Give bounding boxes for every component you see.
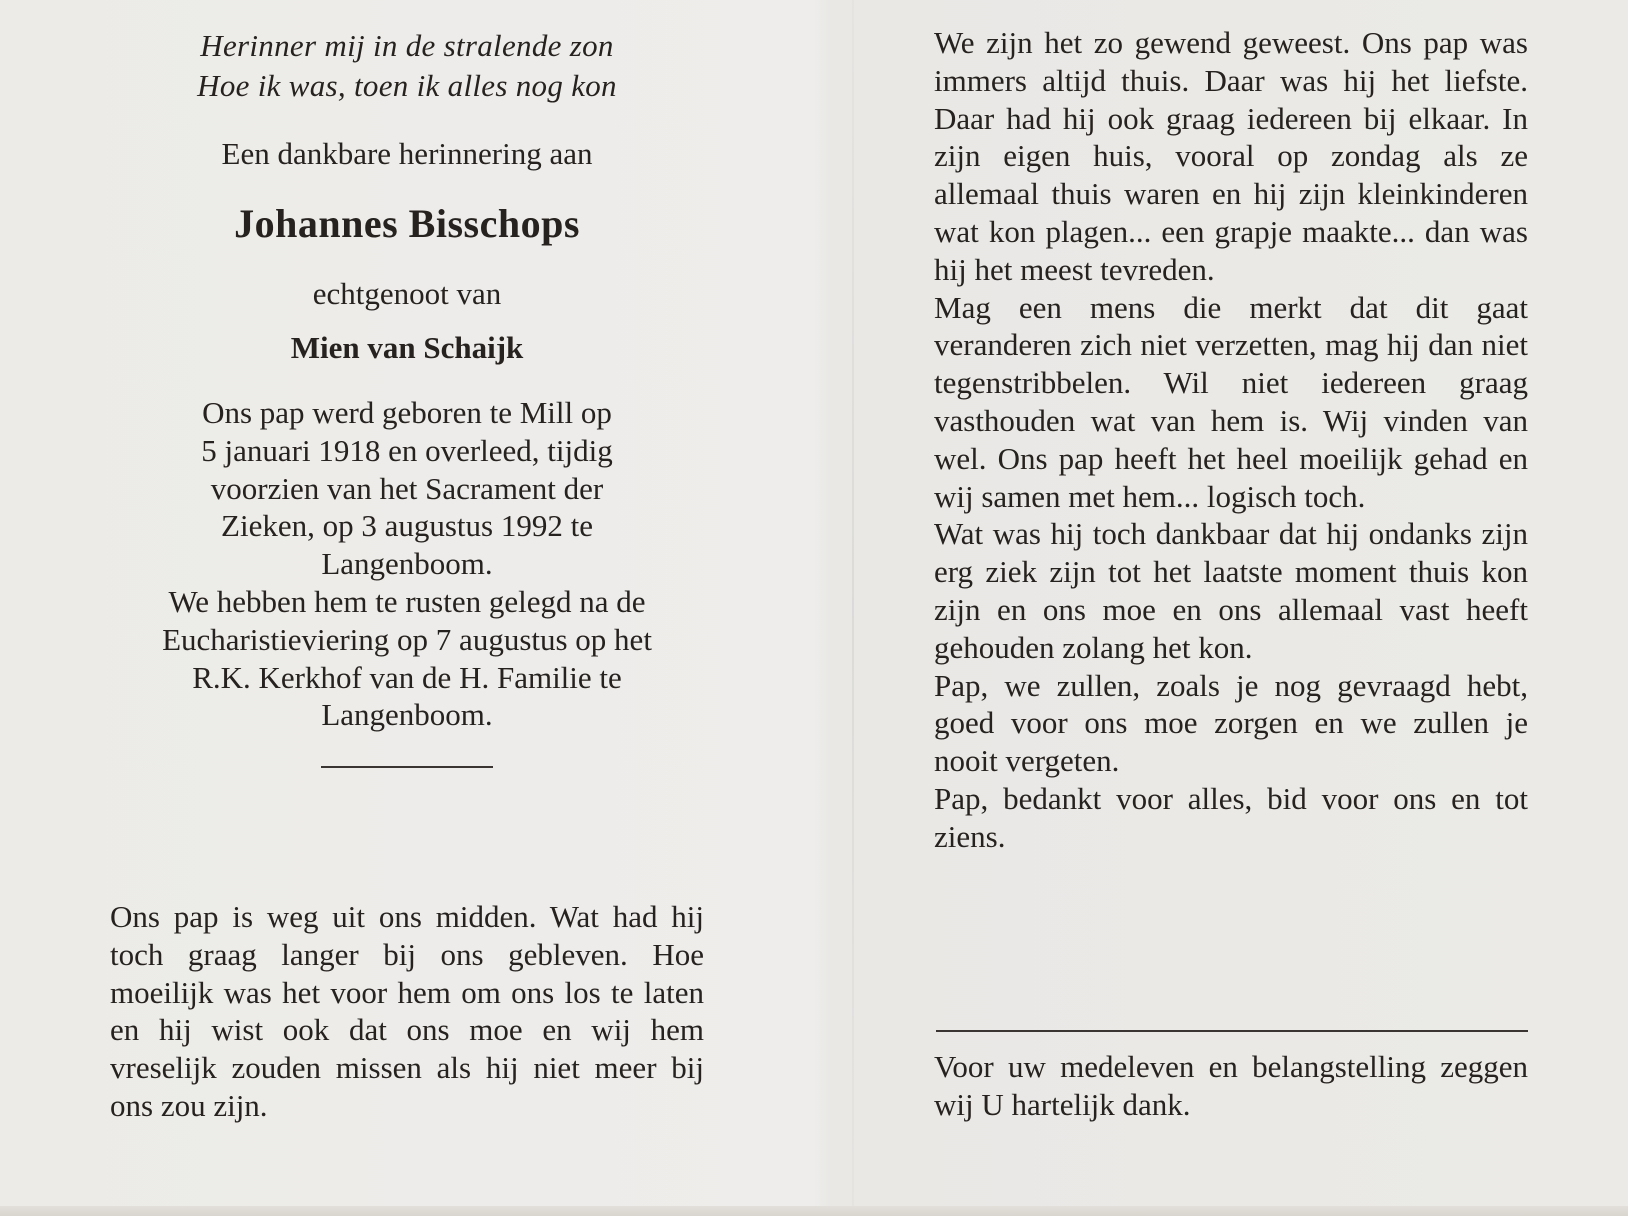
right-paragraph: Wat was hij toch dankbaar dat hij ondanks zijn erg ziek zijn tot het laatste moment thuis kon zijn en ons moe en ons allemaal vast heeft gehouden zolang het kon. (934, 516, 1528, 665)
left-paragraph: Ons pap is weg uit ons midden. Wat had hij toch graag langer bij ons gebleven. Hoe moeilijk was het voor hem om ons los te laten en hij wist ook dat ons moe en wij hem vreselijk zouden missen als hij niet meer bij ons zou zijn. (110, 899, 704, 1123)
card-fold (852, 0, 854, 1216)
bio-line: voorzien van het Sacrament der (210, 470, 604, 506)
right-paragraph: Pap, we zullen, zoals je nog gevraagd hebt, goed voor ons moe zorgen en we zullen je nooit vergeten. (934, 667, 1528, 779)
right-paragraph: We zijn het zo gewend geweest. Ons pap was immers altijd thuis. Daar was hij het liefste. Daar had hij ook graag iedereen bij elkaar. In zijn eigen huis, vooral op zondag als ze allemaal thuis waren en hij zijn kleinkinderen wat kon plagen... een grapje maakte... dan was hij het meest tevreden. (934, 25, 1528, 287)
right-paragraph: Pap, bedankt voor alles, bid voor ons en tot ziens. (934, 780, 1528, 854)
spouse-intro: echtgenoot van (312, 276, 502, 311)
spouse-name: Mien van Schaijk (290, 330, 524, 365)
motto (110, 26, 704, 106)
biography (110, 394, 704, 734)
bio-line: We hebben hem te rusten gelegd na de (168, 583, 646, 619)
bio-line: Langenboom. (321, 546, 493, 582)
bio-line: Ons pap werd geboren te Mill op (202, 395, 612, 430)
thanks-text: Voor uw medeleven en belangstelling zeggen wij U hartelijk dank. (934, 1049, 1528, 1122)
motto-line-1: Herinner mij in de stralende zon (200, 28, 614, 63)
motto-line-2: Hoe ik was, toen ik alles nog kon (197, 68, 617, 103)
bio-line: Eucharistieviering op 7 augustus op het (162, 621, 652, 657)
bio-line: Zieken, op 3 augustus 1992 te (221, 508, 593, 544)
divider-short (321, 766, 493, 768)
deceased-name: Johannes Bisschops (234, 201, 580, 246)
intro-text: Een dankbare herinnering aan (221, 136, 593, 171)
divider-long (936, 1030, 1528, 1032)
right-paragraph: Mag een mens die merkt dat dit gaat veranderen zich niet verzetten, mag hij dan niet tegenstribbelen. Wil niet iedereen graag vasthouden wat van hem is. Wij vinden van wel. Ons pap heeft het heel moeilijk gehad en wij samen met hem... logisch toch. (934, 289, 1528, 514)
right-panel (934, 24, 1528, 856)
bio-line: R.K. Kerkhof van de H. Familie te (192, 659, 622, 695)
bio-line: 5 januari 1918 en overleed, tijdig (201, 432, 613, 468)
card-bottom-edge (0, 1206, 1628, 1216)
left-panel (110, 26, 704, 768)
bio-line: Langenboom. (321, 697, 493, 733)
